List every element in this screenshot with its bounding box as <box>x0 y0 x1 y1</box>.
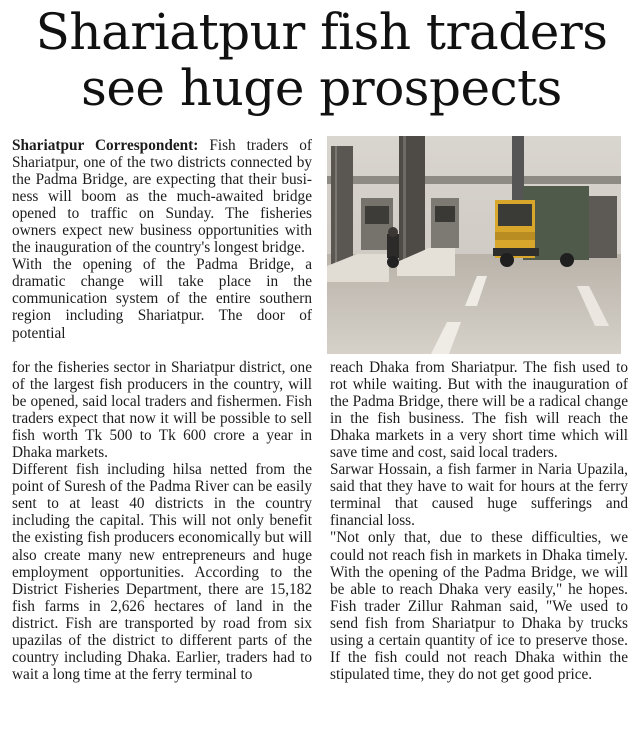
article-column-2 <box>330 359 628 683</box>
paragraph-3: Different fish including hilsa netted from the point of Suresh of the Padma River can be easily sent to at least 40 districts in the country including the capital. This will not only benefit the existing fish producers economically but will also create many new entrepreneurs and huge employment opportunities. According to the District Fisheries Department, there are 15,182 fish farms in 2,626 hectares of land in the district. Fish are transported by road from six upazilas of the district to different parts of the country including Dhaka. Earlier, traders had to wait a long time at the ferry terminal to <box>12 461 312 683</box>
byline: Shariatpur Correspondent: <box>12 137 199 154</box>
column-2-paragraph-3: "Not only that, due to these difficulties, we could not reach fish in markets in Dhaka timely. With the opening of the Padma Bridge, we will be able to reach Dhaka very easily," he hopes. Fish trader Zillur Rahman said, "We used to send fish from Shariatpur to Dhaka by trucks using a certain quantity of ice to preserve those. If the fish could not reach Dhaka within the stipulated time, they do not get good price. <box>330 529 628 683</box>
headline-line-1: Shariatpur fish traders <box>35 3 608 61</box>
intro-text: Fish traders of Shariatpur, one of the two districts connected by the Padma Bridge, are expecting that their business will boom as the much-awaited bridge opened to traffic on Sunday. The fisheries owners expect new business opportunities with the inauguration of the country's longest bridge. <box>12 137 312 257</box>
bridge-toll-illustration <box>327 136 621 354</box>
bridge-toll-photo <box>327 136 621 354</box>
headline-line-2: see huge prospects <box>81 59 562 117</box>
intro-paragraph <box>12 137 312 256</box>
paragraph-2-top: With the opening of the Padma Bridge, a dramatic change will take place in the communication system of the entire southern region including Shariatpur. The door of potential <box>12 256 312 342</box>
paragraph-2-bottom: for the fisheries sector in Shariatpur district, one of the largest fish producers in the country, will be opened, said local traders and fishermen. Fish traders expect that now it will be possible to sell fish worth Tk 500 to Tk 600 crore a year in Dhaka markets. <box>12 359 312 462</box>
column-2-paragraph-2: Sarwar Hossain, a fish farmer in Naria Upazila, said that they have to wait for hours at the ferry terminal that caused huge sufferings and financial loss. <box>330 461 628 530</box>
article-intro <box>12 137 312 342</box>
article-column-1 <box>12 359 312 683</box>
column-2-paragraph-1: reach Dhaka from Shariatpur. The fish used to rot while waiting. But with the inauguration of the Padma Bridge, there will be a radical change in the fish business. The fish will reach the Dhaka markets in a very short time which will save time and cost, said local traders. <box>330 359 628 462</box>
headline <box>0 4 643 116</box>
